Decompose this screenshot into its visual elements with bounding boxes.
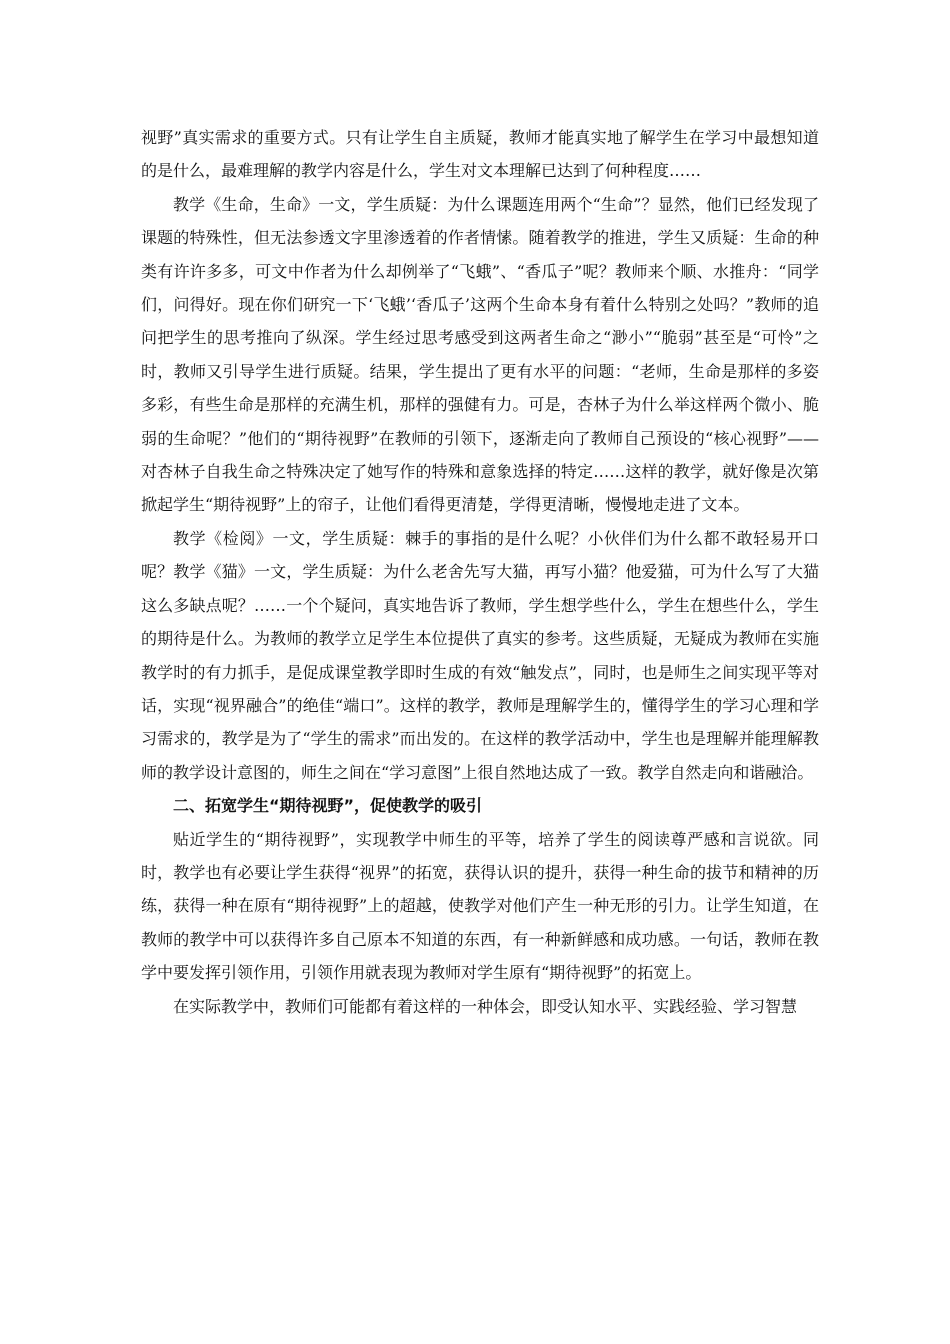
paragraph-practice: 在实际教学中，教师们可能都有着这样的一种体会，即受认知水平、实践经验、学习智慧 — [173, 996, 798, 1016]
paragraph-review-lesson: 教学《检阅》一文，学生质疑：棘手的事指的是什么呢？小伙伴们为什么都不敢轻易开口呢？教学《猫》一文，学生质疑：为什么老舍先写大猫，再写小猫？他爱猫，可为什么写了大猫这么多缺点呢？……一个个疑问，真实地告诉了教师，学生想学些什么，学生在想些什么，学生的期待是什么。为教师的教学立足学生本位提供了真实的参考。这些质疑，无疑成为教师在实施教学时的有力抓手，是促成课堂教学即时生成的有效“触发点”，同时，也是师生之间实现平等对话，实现“视界融合”的绝佳“端口”。这样的教学，教师是理解学生的，懂得学生的学习心理和学习需求的，教学是为了“学生的需求”而出发的。在这样的教学活动中，学生也是理解并能理解教师的教学设计意图的，师生之间在“学习意图”上很自然地达成了一致。教学自然走向和谐融洽。 — [141, 528, 819, 782]
paragraph-continuation: 视野”真实需求的重要方式。只有让学生自主质疑，教师才能真实地了解学生在学习中最想知道的是什么，最难理解的教学内容是什么，学生对文本理解已达到了何种程度…… — [141, 128, 819, 181]
paragraph-broaden-vision: 贴近学生的“期待视野”，实现教学中师生的平等，培养了学生的阅读尊严感和言说欲。同时，教学也有必要让学生获得“视界”的拓宽，获得认识的提升，获得一种生命的拔节和精神的历练，获得一种在原有“期待视野”上的超越，使教学对他们产生一种无形的引力。让学生知道，在教师的教学中可以获得许多自己原本不知道的东西，有一种新鲜感和成功感。一句话，教师在教学中要发挥引领作用，引领作用就表现为教师对学生原有“期待视野”的拓宽上。 — [141, 829, 819, 983]
paragraph-life-lesson: 教学《生命，生命》一文，学生质疑：为什么课题连用两个“生命”？显然，他们已经发现了课题的特殊性，但无法参透文字里渗透着的作者情愫。随着教学的推进，学生又质疑：生命的种类有许许多多，可文中作者为什么却例举了“飞蛾”、“香瓜子”呢？教师来个顺、水推舟：“同学们，问得好。现在你们研究一下‘飞蛾’‘香瓜子’这两个生命本身有着什么特别之处吗？”教师的追问把学生的思考推向了纵深。学生经过思考感受到这两者生命之“渺小”“脆弱”甚至是“可怜”之时，教师又引导学生进行质疑。结果，学生提出了更有水平的问题：“老师，生命是那样的多姿多彩，有些生命是那样的充满生机，那样的强健有力。可是，杏林子为什么举这样两个微小、脆弱的生命呢？”他们的“期待视野”在教师的引领下，逐渐走向了教师自己预设的“核心视野”——对杏林子自我生命之特殊决定了她写作的特殊和意象选择的特定……这样的教学，就好像是次第掀起学生“期待视野”上的帘子，让他们看得更清楚，学得更清晰，慢慢地走进了文本。 — [141, 194, 819, 515]
section-heading: 二、拓宽学生“期待视野”，促使教学的吸引 — [173, 796, 483, 816]
body-text — [141, 121, 819, 1023]
